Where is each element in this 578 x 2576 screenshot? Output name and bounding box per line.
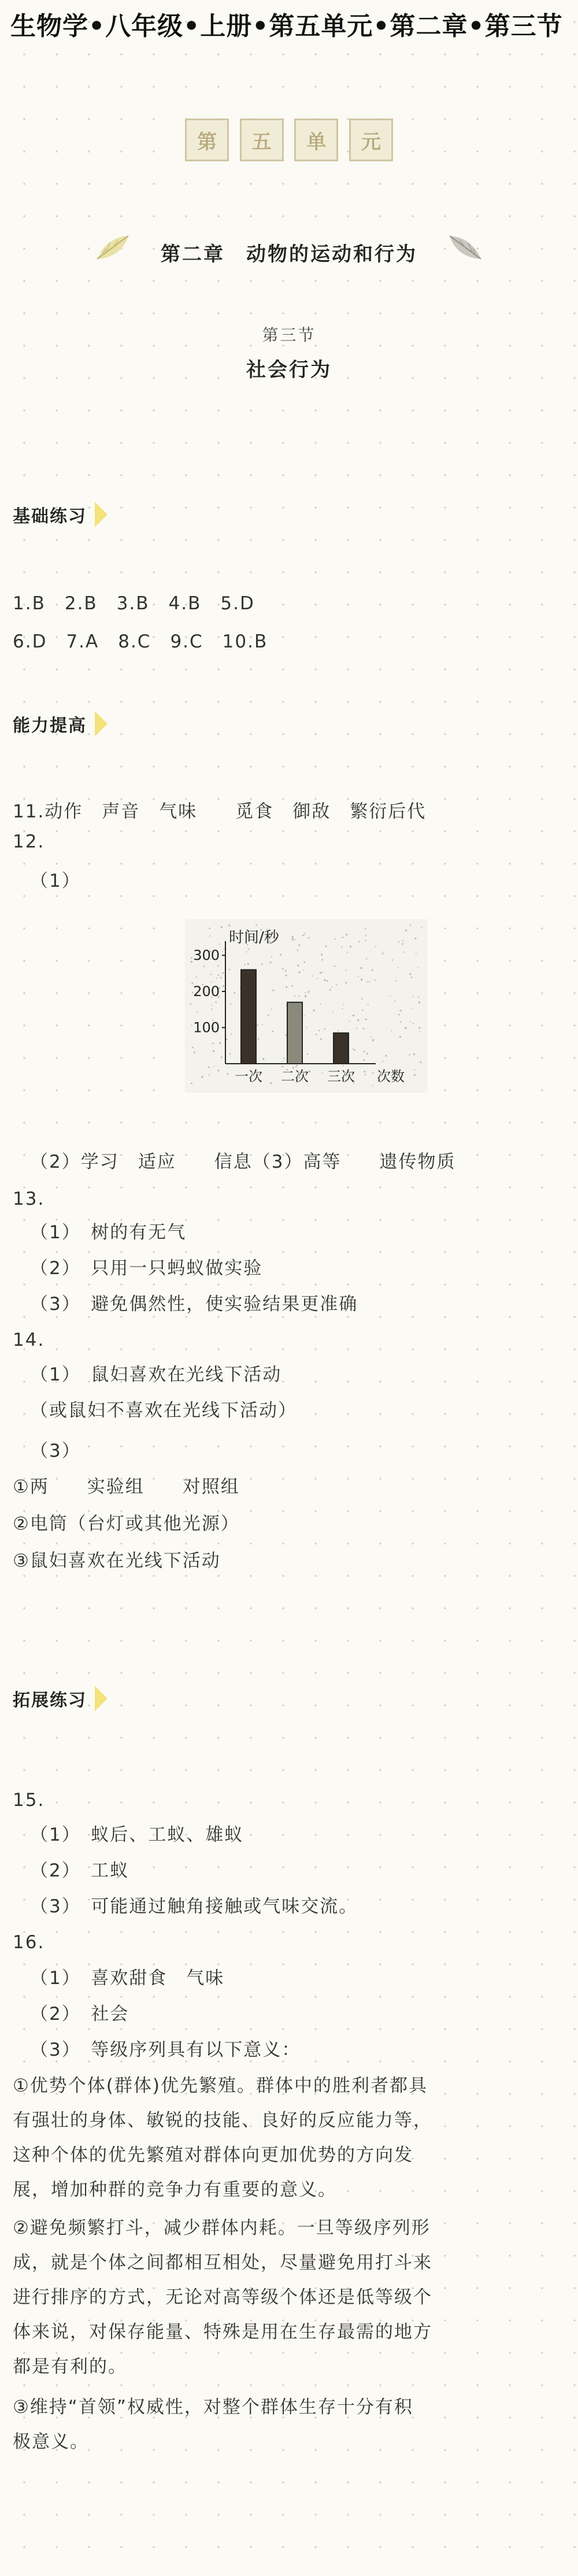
speckle-dot xyxy=(203,966,205,968)
speckle-dot xyxy=(192,1046,194,1048)
arrow-icon xyxy=(95,711,108,736)
speckle-dot xyxy=(218,1069,220,1071)
speckle-dot xyxy=(398,941,399,942)
speckle-dot xyxy=(410,1021,411,1022)
speckle-dot xyxy=(362,1009,364,1011)
speckle-dot xyxy=(258,1038,260,1040)
speckle-dot xyxy=(412,996,413,997)
speckle-dot xyxy=(217,965,219,967)
x-axis-label: 次数 xyxy=(377,1068,405,1085)
speckle-dot xyxy=(270,1082,272,1084)
section-title: 社会行为 xyxy=(246,358,332,382)
speckle-dot xyxy=(358,976,359,978)
speckle-dot xyxy=(353,1015,354,1016)
speckle-dot xyxy=(418,967,419,968)
speckle-dot xyxy=(336,984,337,986)
answer-q12-2: （2）学习 适应 信息（3）高等 遗传物质 xyxy=(30,1152,456,1172)
unit-char-2: 五 xyxy=(240,119,284,161)
speckle-dot xyxy=(334,938,335,939)
speckle-dot xyxy=(325,945,327,947)
x-tick-label: 二次 xyxy=(281,1068,309,1085)
speckle-dot xyxy=(248,948,250,950)
speckle-dot xyxy=(398,1014,400,1016)
speckle-dot xyxy=(271,956,272,957)
speckle-dot xyxy=(365,1019,367,1020)
speckle-dot xyxy=(221,926,223,928)
bar-chart xyxy=(173,908,428,1104)
speckle-dot xyxy=(228,924,230,926)
answer-q16-p2-2: 成，就是个体之间都相互相处，尽量避免用打斗来 xyxy=(13,2252,432,2273)
answer-q15-2: （2） 工蚁 xyxy=(30,1860,129,1881)
speckle-dot xyxy=(295,1065,297,1067)
arrow-icon xyxy=(95,502,108,527)
heading-extend-label: 拓展练习 xyxy=(13,1690,87,1711)
speckle-dot xyxy=(409,1054,410,1056)
heading-ability-label: 能力提高 xyxy=(13,716,87,736)
speckle-dot xyxy=(283,1057,284,1058)
speckle-dot xyxy=(343,1065,344,1066)
answer-q13-2: （2） 只用一只蚂蚁做实验 xyxy=(30,1258,263,1279)
speckle-dot xyxy=(356,1028,357,1029)
answer-q16-p1-2: 有强壮的身体、敏锐的技能、良好的反应能力等， xyxy=(13,2110,432,2131)
speckle-dot xyxy=(229,1053,231,1055)
speckle-dot xyxy=(303,935,304,936)
answer-q13-1: （1） 树的有无气 xyxy=(30,1222,187,1243)
speckle-dot xyxy=(282,968,284,969)
speckle-dot xyxy=(218,943,220,945)
speckle-dot xyxy=(298,995,299,997)
speckle-dot xyxy=(219,1042,221,1043)
speckle-dot xyxy=(197,1011,198,1012)
speckle-dot xyxy=(395,1001,396,1002)
speckle-dot xyxy=(364,1071,365,1072)
answer-q16-p2-1: ②避免频繁打斗，减少群体内耗。一旦等级序列形 xyxy=(13,2218,431,2238)
answer-q16-p1-1: ①优势个体(群体)优先繁殖。群体中的胜利者都具 xyxy=(13,2075,428,2096)
speckle-dot xyxy=(414,1069,415,1070)
speckle-dot xyxy=(191,1025,192,1026)
heading-basic-label: 基础练习 xyxy=(13,506,87,527)
y-tick-label: 300 xyxy=(193,947,220,964)
answer-q16-p2-4: 体来说，对保存能量、特殊是用在生存最需的地方 xyxy=(13,2322,432,2342)
speckle-dot xyxy=(272,990,274,991)
speckle-dot xyxy=(418,1001,420,1003)
speckle-dot xyxy=(303,969,304,971)
speckle-dot xyxy=(285,975,287,976)
speckle-dot xyxy=(364,1074,366,1076)
speckle-dot xyxy=(372,1039,374,1041)
speckle-dot xyxy=(366,981,368,982)
speckle-dot xyxy=(286,986,287,988)
speckle-dot xyxy=(412,1023,413,1024)
answer-q14-3: （3） xyxy=(30,1441,81,1461)
speckle-dot xyxy=(320,1003,321,1004)
speckle-dot xyxy=(375,979,376,980)
speckle-dot xyxy=(382,1061,383,1062)
speckle-dot xyxy=(285,970,287,972)
speckle-dot xyxy=(366,1053,368,1054)
speckle-dot xyxy=(223,972,224,974)
bar xyxy=(287,1002,302,1064)
speckle-dot xyxy=(370,1037,372,1038)
speckle-dot xyxy=(322,972,323,973)
speckle-dot xyxy=(303,961,305,963)
speckle-dot xyxy=(305,992,306,993)
leaf-right-icon xyxy=(445,231,486,266)
speckle-dot xyxy=(211,982,212,983)
speckle-dot xyxy=(305,996,306,998)
answer-q16-p3-1: ③维持“首领”权威性，对整个群体生存十分有积 xyxy=(13,2397,413,2418)
speckle-dot xyxy=(320,972,321,974)
speckle-dot xyxy=(413,1053,415,1055)
speckle-dot xyxy=(372,1085,373,1086)
speckle-dot xyxy=(419,1031,420,1032)
speckle-dot xyxy=(291,985,293,987)
speckle-dot xyxy=(262,1024,263,1025)
answer-q16-p1-3: 这种个体的优先繁殖对群体向更加优势的方向发 xyxy=(13,2145,413,2166)
chart-bg xyxy=(185,919,428,1093)
speckle-dot xyxy=(364,1059,365,1061)
speckle-dot xyxy=(201,1076,203,1078)
speckle-dot xyxy=(392,960,394,961)
speckle-dot xyxy=(230,1004,231,1005)
arrow-icon xyxy=(95,1686,108,1711)
speckle-dot xyxy=(361,979,362,980)
speckle-dot xyxy=(229,969,231,971)
unit-char-3: 单 xyxy=(294,119,338,161)
speckle-dot xyxy=(395,980,397,981)
speckle-dot xyxy=(412,1008,413,1009)
speckle-dot xyxy=(211,1008,212,1009)
heading-ability xyxy=(13,711,108,736)
speckle-dot xyxy=(338,1030,339,1031)
speckle-dot xyxy=(291,936,293,938)
speckle-dot xyxy=(316,1034,317,1035)
speckle-dot xyxy=(382,952,383,953)
speckle-dot xyxy=(343,1004,344,1005)
answer-q16-p2-5: 都是有利的。 xyxy=(13,2356,127,2377)
answer-q15-3: （3） 可能通过触角接触或气味交流。 xyxy=(30,1896,358,1917)
speckle-dot xyxy=(215,1002,216,1003)
speckle-dot xyxy=(213,1043,214,1044)
speckle-dot xyxy=(405,1027,406,1029)
speckle-dot xyxy=(324,1028,325,1029)
chapter-title: 第二章 动物的运动和行为 xyxy=(161,243,417,266)
speckle-dot xyxy=(247,963,249,965)
answer-q14: 14. xyxy=(13,1330,45,1350)
bar xyxy=(334,1033,349,1064)
speckle-dot xyxy=(324,979,325,981)
x-tick-label: 一次 xyxy=(235,1068,262,1085)
speckle-dot xyxy=(282,1060,283,1061)
speckle-dot xyxy=(401,1011,402,1012)
speckle-dot xyxy=(294,939,295,940)
speckle-dot xyxy=(244,964,246,965)
speckle-dot xyxy=(216,978,217,979)
speckle-dot xyxy=(357,1019,359,1021)
speckle-dot xyxy=(368,1004,369,1005)
speckle-dot xyxy=(331,987,332,988)
speckle-dot xyxy=(261,964,263,965)
speckle-dot xyxy=(358,941,360,943)
speckle-dot xyxy=(345,982,347,984)
speckle-dot xyxy=(234,992,235,994)
speckle-dot xyxy=(349,1021,350,1022)
speckle-dot xyxy=(210,974,212,975)
speckle-dot xyxy=(281,1065,283,1067)
speckle-dot xyxy=(365,935,366,936)
speckle-dot xyxy=(227,1073,228,1075)
answer-q16-3: （3） 等级序列具有以下意义： xyxy=(30,2040,301,2060)
speckle-dot xyxy=(405,930,407,931)
answer-q14-c1: ①两 实验组 对照组 xyxy=(13,1476,240,1497)
speckle-dot xyxy=(298,971,300,973)
speckle-dot xyxy=(195,976,197,978)
speckle-dot xyxy=(352,1048,353,1049)
answer-q16-1: （1） 喜欢甜食 气味 xyxy=(30,1968,225,1989)
speckle-dot xyxy=(372,969,373,971)
speckle-dot xyxy=(303,1015,305,1016)
speckle-dot xyxy=(231,1034,232,1035)
speckle-dot xyxy=(297,1064,298,1065)
unit-banner xyxy=(185,119,393,165)
answer-q11: 11.动作 声音 气味 觅食 御敌 繁衍后代 xyxy=(13,801,427,822)
speckle-dot xyxy=(213,1066,214,1067)
speckle-dot xyxy=(255,924,257,926)
speckle-dot xyxy=(320,1038,322,1040)
speckle-dot xyxy=(418,1027,420,1028)
speckle-dot xyxy=(361,998,363,1000)
y-tick-label: 200 xyxy=(193,983,220,1000)
speckle-dot xyxy=(403,940,404,941)
answer-q16-p2-3: 进行排序的方式，无论对高等级个体还是低等级个 xyxy=(13,2287,432,2308)
speckle-dot xyxy=(285,1034,287,1036)
answer-q13: 13. xyxy=(13,1189,45,1209)
speckle-dot xyxy=(390,996,391,997)
speckle-dot xyxy=(190,1003,192,1005)
speckle-dot xyxy=(191,961,192,963)
speckle-dot xyxy=(332,1012,334,1013)
speckle-dot xyxy=(297,965,299,967)
answer-q14-c3: ③鼠妇喜欢在光线下活动 xyxy=(13,1550,221,1571)
speckle-dot xyxy=(294,995,295,997)
speckle-dot xyxy=(346,970,347,971)
speckle-dot xyxy=(213,1050,214,1052)
answer-q14-c2: ②电筒（台灯或其他光源） xyxy=(13,1513,240,1534)
speckle-dot xyxy=(271,1009,272,1010)
speckle-dot xyxy=(194,1053,195,1054)
speckle-dot xyxy=(220,977,222,979)
speckle-dot xyxy=(312,975,313,976)
speckle-dot xyxy=(418,997,419,998)
speckle-dot xyxy=(321,959,323,961)
answer-row-1: 1.B 2.B 3.B 4.B 5.D xyxy=(13,593,255,614)
speckle-dot xyxy=(272,1031,274,1032)
speckle-dot xyxy=(318,1030,320,1031)
speckle-dot xyxy=(307,991,309,993)
answer-q16-p3-2: 极意义。 xyxy=(13,2431,89,2452)
speckle-dot xyxy=(416,953,417,954)
speckle-dot xyxy=(360,967,362,969)
speckle-dot xyxy=(342,1008,343,1009)
speckle-dot xyxy=(369,981,370,982)
speckle-dot xyxy=(292,938,294,940)
speckle-dot xyxy=(402,943,403,945)
speckle-dot xyxy=(354,1049,355,1051)
speckle-dot xyxy=(191,1083,192,1085)
speckle-dot xyxy=(308,937,310,939)
speckle-dot xyxy=(420,1061,421,1063)
speckle-dot xyxy=(341,946,342,948)
speckle-dot xyxy=(270,961,272,963)
speckle-dot xyxy=(327,980,328,982)
section-label: 第三节 xyxy=(262,325,316,345)
answer-q14-1b: （或鼠妇不喜欢在光线下活动） xyxy=(30,1400,297,1421)
speckle-dot xyxy=(403,952,404,953)
speckle-dot xyxy=(414,1074,416,1076)
speckle-dot xyxy=(375,946,376,948)
speckle-dot xyxy=(257,1024,259,1026)
speckle-dot xyxy=(309,1071,310,1072)
x-tick-label: 三次 xyxy=(327,1068,355,1085)
speckle-dot xyxy=(317,978,318,979)
speckle-dot xyxy=(346,934,347,935)
speckle-dot xyxy=(209,928,210,930)
speckle-dot xyxy=(365,940,366,941)
speckle-dot xyxy=(400,1021,401,1023)
speckle-dot xyxy=(350,946,351,948)
speckle-dot xyxy=(313,1009,314,1011)
answer-q12-1: （1） xyxy=(30,871,81,891)
speckle-dot xyxy=(191,957,192,959)
speckle-dot xyxy=(372,1072,374,1074)
speckle-dot xyxy=(382,953,383,954)
speckle-dot xyxy=(365,928,366,930)
speckle-dot xyxy=(209,935,210,937)
answer-q12: 12. xyxy=(13,831,45,852)
speckle-dot xyxy=(218,975,219,976)
unit-char-1: 第 xyxy=(185,119,229,161)
speckle-dot xyxy=(347,952,348,953)
speckle-dot xyxy=(334,965,336,967)
speckle-dot xyxy=(398,967,399,968)
answer-q16-p1-4: 展，增加种群的竞争力有重要的意义。 xyxy=(13,2179,337,2200)
answer-q13-3: （3） 避免偶然性，使实验结果更准确 xyxy=(30,1294,358,1315)
speckle-dot xyxy=(321,954,323,956)
speckle-dot xyxy=(208,1067,210,1068)
y-tick-label: 100 xyxy=(193,1019,220,1036)
bar xyxy=(241,970,256,1064)
answer-q15-1: （1） 蚁后、工蚁、雄蚁 xyxy=(30,1824,244,1845)
speckle-dot xyxy=(322,1072,323,1074)
heading-extend xyxy=(13,1686,108,1711)
y-axis-label: 时间/秒 xyxy=(229,929,279,946)
answer-q16-2: （2） 社会 xyxy=(30,2004,129,2024)
speckle-dot xyxy=(280,954,281,956)
answer-q15: 15. xyxy=(13,1790,45,1811)
speckle-dot xyxy=(222,951,223,952)
speckle-dot xyxy=(302,935,303,937)
heading-basic-practice xyxy=(13,502,108,527)
speckle-dot xyxy=(364,1051,365,1053)
unit-char-4: 元 xyxy=(349,119,393,161)
speckle-dot xyxy=(399,1036,401,1038)
speckle-dot xyxy=(297,950,299,952)
speckle-dot xyxy=(298,944,300,946)
speckle-dot xyxy=(410,924,411,926)
speckle-dot xyxy=(386,1055,387,1057)
speckle-dot xyxy=(366,958,367,959)
speckle-dot xyxy=(223,948,224,949)
speckle-dot xyxy=(363,1028,365,1030)
speckle-dot xyxy=(409,973,411,975)
speckle-dot xyxy=(421,927,423,928)
speckle-dot xyxy=(307,1053,308,1054)
answer-row-2: 6.D 7.A 8.C 9.C 10.B xyxy=(13,631,268,652)
answer-q14-1: （1） 鼠妇喜欢在光线下活动 xyxy=(30,1364,282,1385)
answer-q16: 16. xyxy=(13,1932,45,1953)
speckle-dot xyxy=(268,1014,269,1016)
speckle-dot xyxy=(262,1058,264,1060)
speckle-dot xyxy=(306,1027,307,1028)
speckle-dot xyxy=(209,1074,210,1075)
speckle-dot xyxy=(391,1030,392,1031)
speckle-dot xyxy=(223,985,224,987)
speckle-dot xyxy=(329,989,331,991)
speckle-dot xyxy=(414,938,416,939)
speckle-dot xyxy=(212,1005,213,1006)
speckle-dot xyxy=(221,1056,223,1058)
speckle-dot xyxy=(304,932,305,934)
speckle-dot xyxy=(246,952,247,953)
page-title: 生物学•八年级•上册•第五单元•第二章•第三节 xyxy=(10,12,563,41)
speckle-dot xyxy=(411,977,413,979)
speckle-dot xyxy=(342,937,344,938)
